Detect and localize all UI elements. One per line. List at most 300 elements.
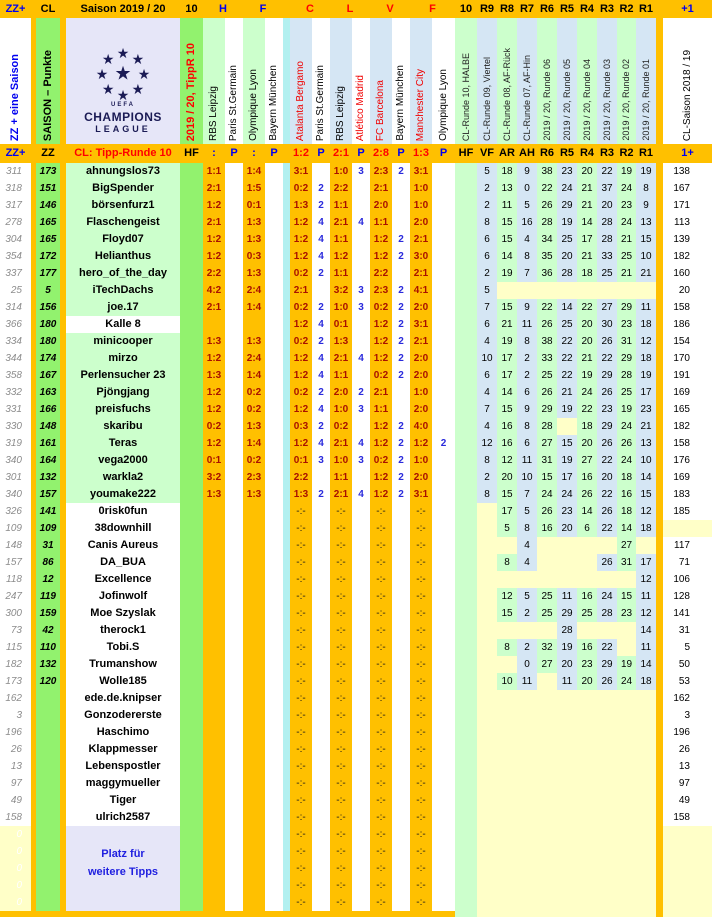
col-header-saison: Saison 2019 / 20	[80, 3, 166, 15]
round-points-r3: 29	[597, 367, 617, 384]
table-row	[0, 690, 712, 707]
result-f: 1:3	[413, 147, 429, 159]
pred-l: 2:1	[333, 353, 349, 364]
cell-rank-total: 25	[10, 285, 22, 296]
round-points-r2: 27	[617, 537, 636, 554]
pred-f: 1:0	[413, 200, 429, 211]
player-name: Trumanshow	[66, 656, 180, 673]
total-prev-plus-current: 185	[673, 506, 690, 517]
round-points-r6: 33	[537, 350, 557, 367]
round-points-r4: 21	[577, 197, 597, 214]
pred-f: 2:0	[413, 472, 429, 483]
total-prev-plus-current: 169	[673, 387, 690, 398]
player-name: Floyd07	[66, 231, 180, 248]
pred-l: -:-	[336, 693, 346, 704]
pred-l: 1:1	[333, 370, 349, 381]
round-points-r5: 19	[557, 214, 577, 231]
col-header-h: H	[219, 3, 227, 15]
round-points-r6: 38	[537, 333, 557, 350]
table-row	[0, 588, 712, 605]
cell-rank-total: 337	[5, 268, 22, 279]
star-icon: ★	[114, 63, 132, 85]
cell-rank-total: 330	[5, 421, 22, 432]
round-points-vf: 8	[477, 486, 497, 503]
subheader-c-p: P	[317, 147, 325, 159]
vertical-label-tippr10	[180, 18, 203, 144]
pred-v: -:-	[376, 591, 386, 602]
round-points-r5: 29	[557, 197, 577, 214]
cell-rank-total: 318	[5, 183, 22, 194]
round-points-vf: 6	[477, 316, 497, 333]
round-points-r4: 17	[577, 231, 597, 248]
subheader-AR: AR	[499, 147, 515, 159]
col-header-v: V	[386, 3, 394, 15]
vertical-label-prev-season-label: CL-Saison 2018 / 19	[681, 49, 693, 141]
pred-semifinal: 1:2	[206, 353, 222, 364]
cell-rank-total: 0	[0, 843, 31, 860]
header-row-1	[0, 0, 712, 18]
round-points-r5: 23	[557, 503, 577, 520]
cell-rank-total: 311	[6, 166, 22, 177]
pred-f: -:-	[416, 897, 426, 908]
round-points-r3: 28	[597, 231, 617, 248]
total-prev-plus-current: 176	[673, 455, 690, 466]
vertical-label-zzplus	[0, 18, 31, 144]
col-header-f2: F	[429, 3, 436, 15]
round-points-r4: 21	[577, 248, 597, 265]
round-points-r1: 13	[636, 214, 656, 231]
round-points-r2: 29	[617, 350, 636, 367]
round-points-r2: 29	[617, 299, 636, 316]
round-points-r6: 34	[537, 231, 557, 248]
player-name: Teras	[66, 435, 180, 452]
round-points-r4: 24	[577, 384, 597, 401]
team-header-l-label: RBS Leipzig	[335, 85, 346, 141]
points-v: 2	[398, 336, 404, 347]
pred-c: 2:2	[293, 472, 309, 483]
table-row	[0, 622, 712, 639]
pred-c: -:-	[296, 540, 306, 551]
pred-f: -:-	[416, 795, 426, 806]
pred-v: -:-	[376, 710, 386, 721]
round-points-ar: 17	[497, 350, 517, 367]
pred-v: 2:0	[373, 200, 389, 211]
cell-rank-total: 326	[5, 506, 22, 517]
pred-semifinal: 1:2	[206, 438, 222, 449]
player-name: Jofinwolf	[66, 588, 180, 605]
vertical-label-saison-punkte	[36, 18, 60, 144]
points-c: 4	[318, 404, 324, 415]
pred-l: -:-	[336, 863, 346, 874]
team-header-fin-label: Olympique Lyon	[248, 69, 259, 141]
round-points-r6: 32	[537, 639, 557, 656]
round-points-r5: 19	[557, 401, 577, 418]
round-points-vf: 12	[477, 435, 497, 452]
player-name: hero_of_the_day	[66, 265, 180, 282]
round-header-r5-label: 2019 / 20, Runde 05	[561, 59, 572, 141]
vertical-label-saison-punkte-label: SAISON – Punkte	[41, 49, 54, 141]
pred-c: -:-	[296, 829, 306, 840]
round-points-r3: 20	[597, 469, 617, 486]
total-prev-plus-current: 169	[673, 472, 690, 483]
round-points-ah: 6	[517, 435, 537, 452]
round-points-ah: 2	[517, 367, 537, 384]
round-points-r3: 22	[597, 452, 617, 469]
round-points-r1: 10	[636, 248, 656, 265]
points-c: 2	[318, 421, 324, 432]
round-points-r4: 6	[577, 520, 597, 537]
subheader-h-p: P	[230, 147, 238, 159]
table-row	[0, 214, 712, 231]
pred-v: -:-	[376, 574, 386, 585]
cell-rank-total: 317	[5, 200, 22, 211]
player-name: minicooper	[66, 333, 180, 350]
round-points-ar: 16	[497, 418, 517, 435]
round-points-r4: 20	[577, 673, 597, 690]
round-points-r3: 28	[597, 214, 617, 231]
player-name: BigSpender	[66, 180, 180, 197]
points-c: 4	[318, 217, 324, 228]
cell-season-points: 164	[39, 455, 57, 466]
col-header-R2: R2	[619, 3, 634, 15]
round-points-r1: 18	[636, 673, 656, 690]
pred-semifinal: 3:2	[206, 472, 222, 483]
team-header-semi-label: RBS Leipzig	[208, 85, 219, 141]
round-header-hf-label: CL-Runde 10, HALBE	[460, 52, 471, 141]
subheader-f-p: P	[270, 147, 278, 159]
pred-c: 1:2	[293, 217, 309, 228]
subheader-R3: R3	[599, 147, 615, 159]
round-points-r5: 22	[557, 367, 577, 384]
pred-f: 4:0	[413, 421, 429, 432]
team-header-fin	[243, 18, 265, 144]
pred-c: 0:2	[293, 336, 309, 347]
pred-f: -:-	[416, 642, 426, 653]
round-points-r6: 27	[537, 656, 557, 673]
cell-rank-total: 334	[5, 336, 22, 347]
pred-f: -:-	[416, 710, 426, 721]
round-points-r6: 15	[537, 469, 557, 486]
pred-c: 3:1	[293, 166, 309, 177]
uefa-champions-league-logo	[66, 18, 180, 144]
team-header-l	[330, 18, 352, 144]
round-points-r3: 24	[597, 588, 617, 605]
round-points-r2: 31	[617, 333, 636, 350]
pred-c: -:-	[296, 761, 306, 772]
pred-v: -:-	[376, 778, 386, 789]
round-points-r5: 19	[557, 452, 577, 469]
round-points-vf: 6	[477, 231, 497, 248]
vertical-label-tippr10-label: 2019 / 20, TippR 10	[185, 42, 197, 141]
table-row	[0, 809, 712, 826]
cell-rank-total: 26	[10, 744, 22, 755]
pred-l: -:-	[336, 880, 346, 891]
pred-f: -:-	[416, 863, 426, 874]
round-points-r1: 18	[636, 350, 656, 367]
round-points-r2: 19	[617, 656, 636, 673]
star-icon: ★	[101, 80, 115, 97]
round-header-vf	[477, 18, 497, 144]
player-name: youmake222	[66, 486, 180, 503]
round-points-r3: 28	[597, 605, 617, 622]
round-points-ah: 0	[517, 656, 537, 673]
pred-c: -:-	[296, 727, 306, 738]
table-row	[0, 452, 712, 469]
player-name: Haschimo	[66, 724, 180, 741]
cell-rank-total: 366	[5, 319, 22, 330]
pred-c: 1:3	[293, 200, 309, 211]
cell-rank-total: 162	[5, 693, 22, 704]
round-points-ar: 19	[497, 333, 517, 350]
round-points-r4: 20	[577, 163, 597, 180]
player-name: joe.17	[66, 299, 180, 316]
round-points-ah: 16	[517, 214, 537, 231]
pred-final: 0:2	[246, 404, 262, 415]
round-points-r1: 10	[636, 452, 656, 469]
cell-rank-total: 3	[16, 710, 22, 721]
table-row	[0, 503, 712, 520]
pred-v: -:-	[376, 659, 386, 670]
round-points-r4: 14	[577, 214, 597, 231]
round-points-r4: 26	[577, 486, 597, 503]
pred-l: -:-	[336, 608, 346, 619]
pred-f: -:-	[416, 506, 426, 517]
total-prev-plus-current: 50	[678, 659, 690, 670]
points-v: 2	[398, 353, 404, 364]
total-prev-plus-current: 13	[678, 761, 690, 772]
round-points-ah: 9	[517, 401, 537, 418]
round-points-r2: 23	[617, 197, 636, 214]
total-prev-plus-current: 53	[678, 676, 690, 687]
pred-semifinal: 1:1	[206, 166, 222, 177]
round-points-r6: 22	[537, 180, 557, 197]
pred-semifinal: 1:2	[206, 251, 222, 262]
round-points-r1: 12	[636, 333, 656, 350]
pred-c: 0:2	[293, 268, 309, 279]
round-points-r3: 22	[597, 163, 617, 180]
points-l: 3	[358, 285, 364, 296]
round-points-ah: 2	[517, 350, 537, 367]
pred-v: 1:2	[373, 421, 389, 432]
cell-rank-total: 340	[5, 489, 22, 500]
subheader-R5: R5	[559, 147, 575, 159]
round-points-r2: 24	[617, 180, 636, 197]
pred-l: -:-	[336, 897, 346, 908]
col-header-c: C	[306, 3, 314, 15]
pred-c: -:-	[296, 574, 306, 585]
cell-season-points: 146	[39, 200, 57, 211]
pred-final: 1:3	[246, 234, 262, 245]
cell-season-points: 172	[39, 251, 57, 262]
total-prev-plus-current: 117	[674, 540, 690, 551]
points-c: 3	[318, 455, 324, 466]
round-points-r3: 26	[597, 503, 617, 520]
round-points-ah: 5	[517, 588, 537, 605]
team-header-f_p-label: Olympique Lyon	[437, 69, 449, 141]
round-points-r6: 26	[537, 384, 557, 401]
pred-v: -:-	[376, 540, 386, 551]
total-prev-plus-current	[663, 894, 712, 911]
table-row	[0, 435, 712, 452]
points-c: 4	[318, 251, 324, 262]
pred-l: 1:0	[333, 166, 349, 177]
round-points-r5: 21	[557, 384, 577, 401]
round-points-vf: 6	[477, 248, 497, 265]
round-header-r2-label: 2019 / 20, Runde 02	[621, 59, 631, 141]
star-icon: ★	[116, 87, 130, 103]
cell-season-points: 157	[39, 489, 57, 500]
pred-semifinal: 2:1	[206, 302, 222, 313]
pred-c: -:-	[296, 863, 306, 874]
header-col-sep3	[656, 18, 663, 144]
round-points-vf: 2	[477, 265, 497, 282]
round-points-r2: 23	[617, 316, 636, 333]
round-points-r1: 17	[636, 384, 656, 401]
round-header-hf	[455, 18, 477, 144]
pred-semifinal: 2:1	[206, 183, 222, 194]
round-points-r5: 14	[557, 299, 577, 316]
table-row	[0, 384, 712, 401]
player-name: Perlensucher 23	[66, 367, 180, 384]
round-points-vf: 4	[477, 418, 497, 435]
round-points-r6: 25	[537, 367, 557, 384]
pred-semifinal: 4:2	[206, 285, 222, 296]
star-icon: ★	[131, 51, 145, 68]
pred-v: -:-	[376, 863, 386, 874]
team-header-semi_p	[225, 18, 243, 144]
total-prev-plus-current: 186	[673, 319, 690, 330]
cell-rank-total: 301	[5, 472, 22, 483]
cell-rank-total: 340	[5, 455, 22, 466]
pred-l: 2:1	[333, 489, 349, 500]
cell-rank-total: 115	[6, 642, 22, 653]
team-header-semi	[203, 18, 225, 144]
pred-final: 1:3	[246, 336, 262, 347]
round-points-ah: 8	[517, 520, 537, 537]
cell-season-points: 141	[39, 506, 57, 517]
subheader-HF: HF	[458, 147, 474, 159]
cell-season-points: 166	[39, 404, 57, 415]
cell-rank-total: 344	[5, 353, 22, 364]
pred-f: 1:2	[413, 438, 429, 449]
player-name: Wolle185	[66, 673, 180, 690]
cell-season-points: 161	[39, 438, 57, 449]
logo-league-text: LEAGUE	[95, 124, 151, 134]
round-points-r4: 22	[577, 299, 597, 316]
team-header-v	[370, 18, 392, 144]
round-points-r5: 23	[557, 163, 577, 180]
total-prev-plus-current: 113	[674, 217, 690, 228]
cell-season-points: 180	[39, 319, 57, 330]
player-name: 0risk0fun	[66, 503, 180, 520]
round-points-r1: 23	[636, 401, 656, 418]
table-row	[0, 775, 712, 792]
total-prev-plus-current: 158	[673, 812, 690, 823]
pred-l: 1:1	[333, 200, 349, 211]
points-c: 4	[318, 319, 324, 330]
total-prev-plus-current	[663, 826, 712, 843]
round-points-ah: 8	[517, 333, 537, 350]
pred-v: -:-	[376, 608, 386, 619]
team-header-f	[410, 18, 432, 144]
pred-final: 0:2	[246, 387, 262, 398]
round-points-r6: 26	[537, 316, 557, 333]
total-prev-plus-current: 165	[673, 404, 690, 415]
total-prev-plus-current	[663, 843, 712, 860]
cell-season-points: 5	[45, 285, 51, 296]
cell-rank-total: 109	[5, 523, 22, 534]
pred-semifinal: 1:2	[206, 200, 222, 211]
round-points-ah: 4	[517, 231, 537, 248]
cell-rank-total: 73	[10, 625, 22, 636]
round-points-ar: 15	[497, 486, 517, 503]
round-points-ar: 13	[497, 180, 517, 197]
pred-l: -:-	[336, 523, 346, 534]
round-header-ah-label: CL-Runde 07, AF-Hin	[521, 54, 532, 141]
round-points-r5: 29	[557, 605, 577, 622]
table-row	[0, 333, 712, 350]
round-points-r3: 22	[597, 486, 617, 503]
round-points-r1: 13	[636, 435, 656, 452]
round-points-r1: 9	[636, 197, 656, 214]
total-prev-plus-current: 170	[673, 353, 690, 364]
pred-v: -:-	[376, 693, 386, 704]
cell-season-points: 163	[39, 387, 57, 398]
logo-champions-text: CHAMPIONS	[84, 110, 162, 124]
player-name: maggymueller	[66, 775, 180, 792]
total-prev-plus-current: 3	[684, 710, 690, 721]
round-points-r4: 25	[577, 605, 597, 622]
pred-l: 1:0	[333, 455, 349, 466]
round-points-ar: 17	[497, 367, 517, 384]
col-header-R3: R3	[599, 3, 615, 15]
logo-uefa-text: UEFA	[110, 102, 135, 108]
table-row	[0, 316, 712, 333]
cell-season-points: 151	[39, 183, 57, 194]
round-points-r3: 26	[597, 554, 617, 571]
pred-f: 1:0	[413, 455, 429, 466]
round-points-vf: 8	[477, 452, 497, 469]
table-row	[0, 350, 712, 367]
round-points-r1: 14	[636, 469, 656, 486]
round-points-r5: 28	[557, 265, 577, 282]
total-prev-plus-current: 139	[673, 234, 690, 245]
total-prev-plus-current: 158	[673, 302, 690, 313]
pred-v: 2:1	[373, 387, 389, 398]
pred-semifinal: 0:1	[206, 455, 222, 466]
pred-f: -:-	[416, 829, 426, 840]
pred-c: 2:1	[293, 285, 309, 296]
result-v: 2:8	[373, 147, 389, 159]
table-row	[0, 520, 712, 537]
table-row	[0, 605, 712, 622]
pred-final: 1:4	[246, 438, 262, 449]
round-points-r2: 15	[617, 588, 636, 605]
total-prev-plus-current: 138	[673, 166, 690, 177]
total-prev-plus-current: 20	[678, 285, 690, 296]
vertical-label-prev-season	[663, 18, 712, 144]
round-points-r4: 23	[577, 656, 597, 673]
pred-f: -:-	[416, 812, 426, 823]
total-prev-plus-current: 162	[673, 693, 690, 704]
round-points-r4: 18	[577, 265, 597, 282]
cell-rank-total: 49	[10, 795, 22, 806]
total-prev-plus-current: 49	[678, 795, 690, 806]
pred-l: -:-	[336, 710, 346, 721]
round-points-ar: 21	[497, 316, 517, 333]
round-points-r2: 21	[617, 265, 636, 282]
subheader-zz: ZZ	[41, 147, 55, 159]
